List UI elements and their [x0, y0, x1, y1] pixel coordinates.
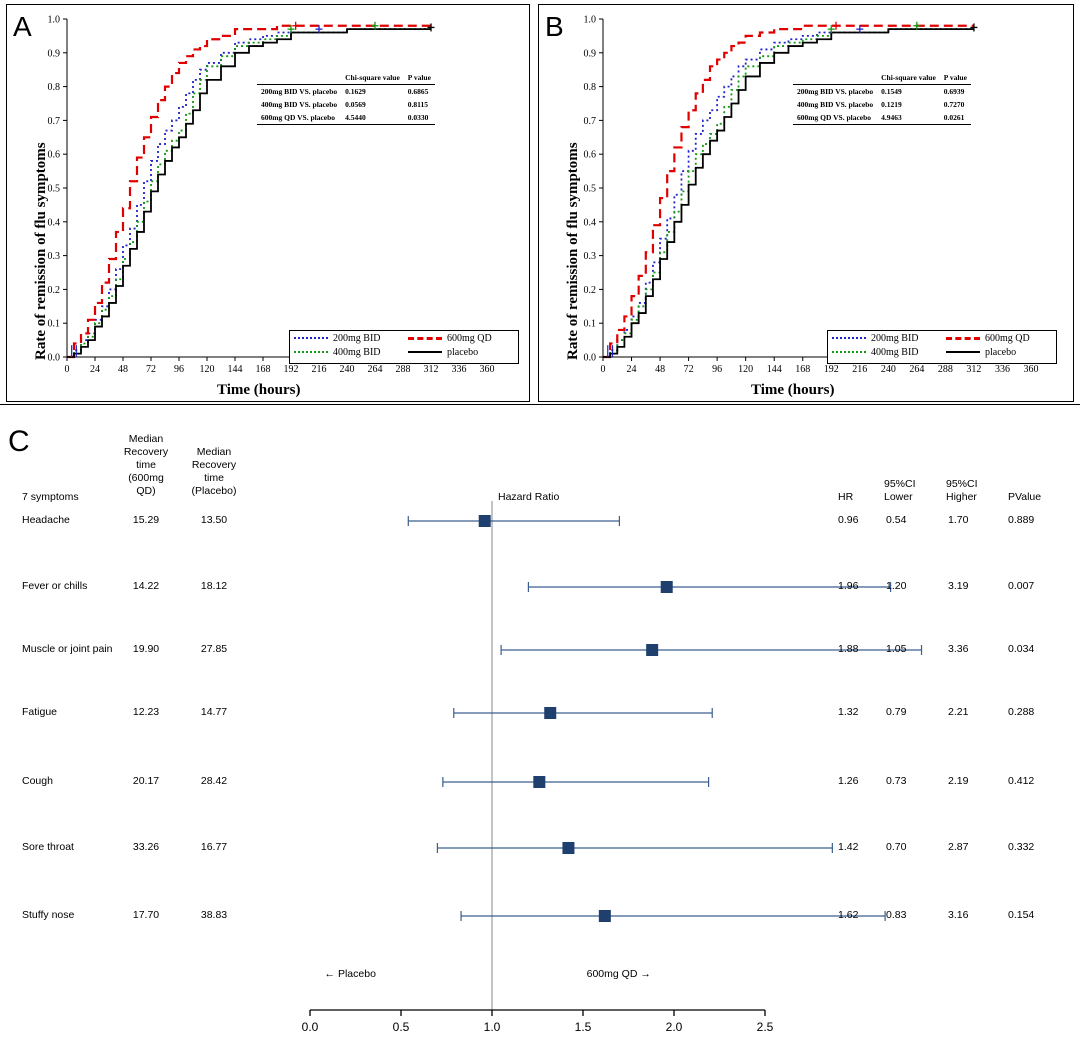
row-hr: 0.96 — [838, 514, 859, 526]
svg-text:0.6: 0.6 — [583, 149, 596, 161]
row-median-600mg: 17.70 — [132, 909, 160, 921]
row-median-600mg: 20.17 — [132, 775, 160, 787]
row-symptom-label: Muscle or joint pain — [22, 643, 113, 655]
stats-cell: 0.1219 — [881, 100, 902, 109]
stats-header-cell: Chi-square value — [877, 71, 940, 85]
header-median-600mg: QD) — [136, 485, 156, 497]
row-pvalue: 0.034 — [1008, 643, 1035, 655]
svg-text:0.8: 0.8 — [583, 82, 596, 94]
legend-label-200mg-bid: 200mg BID — [871, 332, 919, 344]
svg-text:144: 144 — [227, 364, 243, 375]
row-ci-higher: 3.16 — [948, 909, 969, 921]
legend-line-400mg-bid-icon — [832, 351, 866, 353]
svg-text:96: 96 — [174, 364, 184, 375]
svg-text:24: 24 — [626, 364, 637, 375]
stats-cell: 200mg BID VS. placebo — [261, 87, 338, 96]
forest-axis-tick-label: 0.5 — [392, 1020, 410, 1034]
panel-b-legend — [827, 330, 1057, 364]
stats-cell: 600mg QD VS. placebo — [793, 111, 877, 125]
row-ci-higher: 2.19 — [948, 775, 969, 787]
svg-text:240: 240 — [880, 364, 896, 375]
stats-header-cell — [793, 71, 877, 85]
panel-b-xlabel: Time (hours) — [751, 382, 835, 398]
stats-cell: 600mg QD VS. placebo — [257, 111, 341, 125]
header-median-placebo: time — [204, 472, 224, 484]
svg-text:0.2: 0.2 — [47, 284, 60, 296]
row-ci-lower: 0.79 — [886, 706, 907, 718]
row-ci-higher: 3.36 — [948, 643, 969, 655]
svg-text:336: 336 — [994, 364, 1010, 375]
row-pvalue: 0.007 — [1008, 580, 1035, 592]
row-median-600mg: 33.26 — [132, 841, 160, 853]
header-median-600mg: (600mg — [128, 472, 164, 484]
svg-text:360: 360 — [1023, 364, 1039, 375]
stats-cell: 200mg BID VS. placebo — [797, 87, 874, 96]
row-ci-higher: 2.21 — [948, 706, 969, 718]
svg-text:1.0: 1.0 — [583, 14, 596, 26]
legend-line-placebo-icon — [408, 351, 442, 353]
forest-right-note: 600mg QD → — [586, 968, 651, 980]
svg-text:0.4: 0.4 — [583, 217, 596, 229]
svg-text:144: 144 — [766, 364, 782, 375]
stats-cell: 0.7270 — [943, 100, 965, 109]
stats-cell: 400mg BID VS. placebo — [797, 100, 874, 109]
row-ci-higher: 3.19 — [948, 580, 969, 592]
svg-text:1.0: 1.0 — [47, 14, 60, 26]
stats-cell: 0.6865 — [407, 87, 429, 96]
row-median-600mg: 15.29 — [132, 514, 160, 526]
legend-label-600mg-qd: 600mg QD — [447, 332, 492, 344]
svg-text:0.5: 0.5 — [583, 183, 596, 195]
svg-text:168: 168 — [795, 364, 811, 375]
panel-a-legend — [289, 330, 519, 364]
panel-b-letter: B — [545, 11, 564, 42]
svg-text:0.3: 0.3 — [47, 251, 60, 263]
row-symptom-label: Cough — [22, 775, 53, 787]
svg-text:0: 0 — [600, 364, 606, 375]
header-median-600mg: Recovery — [123, 446, 169, 458]
header-symptoms: 7 symptoms — [22, 491, 79, 503]
row-ci-lower: 1.20 — [886, 580, 907, 592]
header-median-placebo: (Placebo) — [191, 485, 237, 497]
row-hr: 1.32 — [838, 706, 859, 718]
stats-cell: 0.0261 — [940, 111, 971, 125]
svg-text:0.9: 0.9 — [47, 48, 60, 60]
stats-row — [257, 85, 435, 99]
svg-text:192: 192 — [283, 364, 299, 375]
row-pvalue: 0.889 — [1008, 514, 1035, 526]
svg-text:336: 336 — [451, 364, 467, 375]
svg-text:0.0: 0.0 — [47, 352, 60, 364]
header-ci-higher: Higher — [946, 491, 977, 503]
svg-text:0: 0 — [64, 364, 70, 375]
panel-a-stats-table — [257, 71, 435, 125]
svg-text:0.1: 0.1 — [47, 318, 60, 330]
stats-cell: 0.1629 — [345, 87, 366, 96]
row-median-placebo: 14.77 — [200, 706, 228, 718]
svg-text:0.2: 0.2 — [583, 284, 596, 296]
row-median-600mg: 19.90 — [132, 643, 160, 655]
row-hr: 1.88 — [838, 643, 859, 655]
stats-row — [793, 98, 971, 111]
stats-row — [257, 111, 435, 125]
svg-text:192: 192 — [823, 364, 839, 375]
stats-cell: 0.0569 — [345, 100, 366, 109]
row-symptom-label: Fever or chills — [22, 580, 88, 592]
svg-text:0.4: 0.4 — [47, 217, 60, 229]
svg-text:48: 48 — [118, 364, 128, 375]
stats-cell: 4.5440 — [341, 111, 404, 125]
svg-text:264: 264 — [367, 364, 383, 375]
forest-axis-tick-label: 1.0 — [483, 1020, 501, 1034]
svg-text:216: 216 — [852, 364, 868, 375]
svg-text:264: 264 — [909, 364, 925, 375]
row-ci-lower: 0.83 — [886, 909, 907, 921]
panel-b-kaplan-meier — [538, 4, 1074, 402]
row-symptom-label: Headache — [22, 514, 70, 526]
stats-header-cell — [257, 71, 341, 85]
forest-axis-tick-label: 0.0 — [301, 1020, 319, 1034]
row-symptom-label: Fatigue — [22, 706, 58, 718]
row-median-placebo: 38.83 — [200, 909, 228, 921]
legend-line-200mg-bid-icon — [294, 337, 328, 339]
panel-b-ylabel: Rate of remission of flu symptoms — [565, 142, 581, 360]
stats-row — [793, 111, 971, 125]
row-median-placebo: 16.77 — [200, 841, 228, 853]
forest-axis-tick-label: 2.5 — [756, 1020, 774, 1034]
svg-text:0.8: 0.8 — [47, 82, 60, 94]
row-median-600mg: 14.22 — [132, 580, 160, 592]
svg-text:96: 96 — [712, 364, 723, 375]
svg-text:0.6: 0.6 — [47, 149, 60, 161]
legend-label-placebo: placebo — [985, 346, 1017, 358]
row-median-placebo: 18.12 — [200, 580, 228, 592]
stats-cell: 400mg BID VS. placebo — [261, 100, 338, 109]
legend-label-200mg-bid: 200mg BID — [333, 332, 381, 344]
legend-line-200mg-bid-icon — [832, 337, 866, 339]
panel-a-kaplan-meier — [6, 4, 530, 402]
legend-line-600mg-qd-icon — [946, 337, 980, 340]
row-symptom-label: Stuffy nose — [22, 909, 75, 921]
forest-axis-tick-label: 2.0 — [665, 1020, 683, 1034]
stats-cell: 0.0330 — [404, 111, 435, 125]
legend-label-400mg-bid: 400mg BID — [333, 346, 381, 358]
svg-text:0.1: 0.1 — [583, 318, 596, 330]
svg-text:312: 312 — [966, 364, 982, 375]
legend-line-placebo-icon — [946, 351, 980, 353]
svg-text:240: 240 — [339, 364, 355, 375]
svg-text:120: 120 — [738, 364, 754, 375]
panel-a-ylabel: Rate of remission of flu symptoms — [33, 142, 49, 360]
svg-text:120: 120 — [199, 364, 215, 375]
panel-c-letter: C — [8, 425, 30, 458]
svg-text:24: 24 — [90, 364, 100, 375]
svg-text:0.3: 0.3 — [583, 251, 596, 263]
stats-header-cell: Chi-square value — [341, 71, 404, 85]
row-median-placebo: 27.85 — [200, 643, 228, 655]
svg-text:0.5: 0.5 — [47, 183, 60, 195]
header-ci-higher: 95%CI — [946, 478, 978, 490]
svg-text:0.0: 0.0 — [583, 352, 596, 364]
legend-line-600mg-qd-icon — [408, 337, 442, 340]
legend-line-400mg-bid-icon — [294, 351, 328, 353]
legend-label-placebo: placebo — [447, 346, 479, 358]
svg-text:168: 168 — [255, 364, 271, 375]
legend-label-600mg-qd: 600mg QD — [985, 332, 1030, 344]
panel-a-letter: A — [13, 11, 32, 42]
svg-text:216: 216 — [311, 364, 327, 375]
svg-text:360: 360 — [479, 364, 495, 375]
header-ci-lower: 95%CI — [884, 478, 916, 490]
svg-text:0.7: 0.7 — [583, 115, 596, 127]
svg-text:72: 72 — [146, 364, 156, 375]
stats-cell: 0.1549 — [881, 87, 902, 96]
forest-axis-tick-label: 1.5 — [574, 1020, 592, 1034]
panel-c-forest-plot — [0, 404, 1080, 1037]
stats-cell: 0.6939 — [943, 87, 965, 96]
stats-cell: 4.9463 — [877, 111, 940, 125]
row-ci-higher: 1.70 — [948, 514, 969, 526]
row-ci-lower: 0.73 — [886, 775, 907, 787]
row-pvalue: 0.288 — [1008, 706, 1035, 718]
header-hr: HR — [838, 491, 854, 503]
row-pvalue: 0.412 — [1008, 775, 1035, 787]
stats-cell: 0.8115 — [407, 100, 429, 109]
forest-left-note: ← Placebo — [324, 968, 376, 980]
header-median-600mg: Median — [128, 433, 164, 445]
panel-a-xlabel: Time (hours) — [217, 382, 301, 398]
row-hr: 1.26 — [838, 775, 859, 787]
panel-b-stats-table — [793, 71, 971, 125]
legend-label-400mg-bid: 400mg BID — [871, 346, 919, 358]
row-ci-lower: 0.54 — [886, 514, 907, 526]
svg-text:312: 312 — [423, 364, 439, 375]
svg-text:48: 48 — [655, 364, 666, 375]
svg-text:0.9: 0.9 — [583, 48, 596, 60]
svg-text:288: 288 — [937, 364, 953, 375]
stats-row — [257, 98, 435, 111]
row-pvalue: 0.154 — [1008, 909, 1035, 921]
stats-row — [793, 85, 971, 99]
header-ci-lower: Lower — [884, 491, 913, 503]
header-hazard-ratio: Hazard Ratio — [498, 491, 560, 503]
stats-header-cell: P value — [940, 71, 971, 85]
svg-text:288: 288 — [395, 364, 411, 375]
header-median-600mg: time — [136, 459, 156, 471]
svg-text:0.7: 0.7 — [47, 115, 60, 127]
svg-text:72: 72 — [683, 364, 694, 375]
row-ci-higher: 2.87 — [948, 841, 969, 853]
header-median-placebo: Median — [196, 446, 232, 458]
row-median-placebo: 28.42 — [200, 775, 228, 787]
stats-header-cell: P value — [404, 71, 435, 85]
row-hr: 1.62 — [838, 909, 859, 921]
row-pvalue: 0.332 — [1008, 841, 1035, 853]
row-median-600mg: 12.23 — [132, 706, 160, 718]
row-ci-lower: 0.70 — [886, 841, 907, 853]
row-ci-lower: 1.05 — [886, 643, 907, 655]
row-median-placebo: 13.50 — [200, 514, 228, 526]
row-hr: 1.42 — [838, 841, 859, 853]
header-median-placebo: Recovery — [191, 459, 237, 471]
header-pvalue: PValue — [1008, 491, 1042, 503]
row-hr: 1.96 — [838, 580, 859, 592]
row-symptom-label: Sore throat — [22, 841, 74, 853]
